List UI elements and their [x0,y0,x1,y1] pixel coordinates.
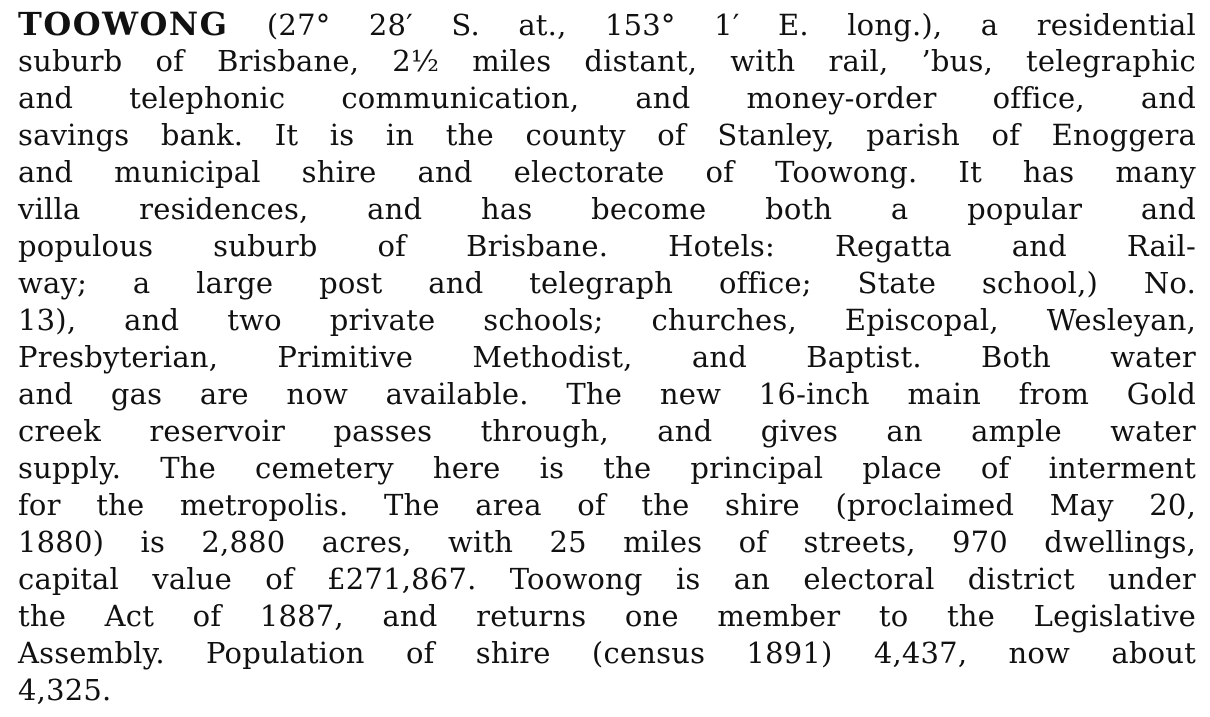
text-line-14: for the metropolis. The area of the shire (proclaimed May 20, [18,488,1196,522]
text-line-2: suburb of Brisbane, 2½ miles distant, with rail, ’bus, telegraphic [18,44,1196,78]
text-line-18: Assembly. Population of shire (census 1891) 4,437, now about [18,636,1196,670]
headword: TOOWONG [18,5,229,43]
gazetteer-entry [18,6,1196,709]
text-line-5: and municipal shire and electorate of Toowong. It has many [18,155,1196,189]
text-line-19: 4,325. [18,673,112,707]
text-line-11: and gas are now available. The new 16-inch main from Gold [18,377,1196,411]
text-line-6: villa residences, and has become both a popular and [18,192,1196,226]
text-line-3: and telephonic communication, and money-order office, and [18,81,1196,115]
text-line-1-rest: (27° 28′ S. at., 153° 1′ E. long.), a residential [228,8,1196,42]
text-line-1 [18,6,1196,43]
text-line-4: savings bank. It is in the county of Stanley, parish of Enoggera [18,118,1196,152]
text-line-10: Presbyterian, Primitive Methodist, and Baptist. Both water [18,340,1196,374]
text-line-17: the Act of 1887, and returns one member to the Legislative [18,599,1196,633]
text-line-15: 1880) is 2,880 acres, with 25 miles of streets, 970 dwellings, [18,525,1196,559]
text-line-7: populous suburb of Brisbane. Hotels: Regatta and Rail- [18,229,1196,263]
text-line-9: 13), and two private schools; churches, Episcopal, Wesleyan, [18,303,1196,337]
text-line-13: supply. The cemetery here is the principal place of interment [18,451,1196,485]
text-line-16: capital value of £271,867. Toowong is an electoral district under [18,562,1196,596]
text-line-8: way; a large post and telegraph office; State school,) No. [18,266,1196,300]
text-line-12: creek reservoir passes through, and gives an ample water [18,414,1196,448]
